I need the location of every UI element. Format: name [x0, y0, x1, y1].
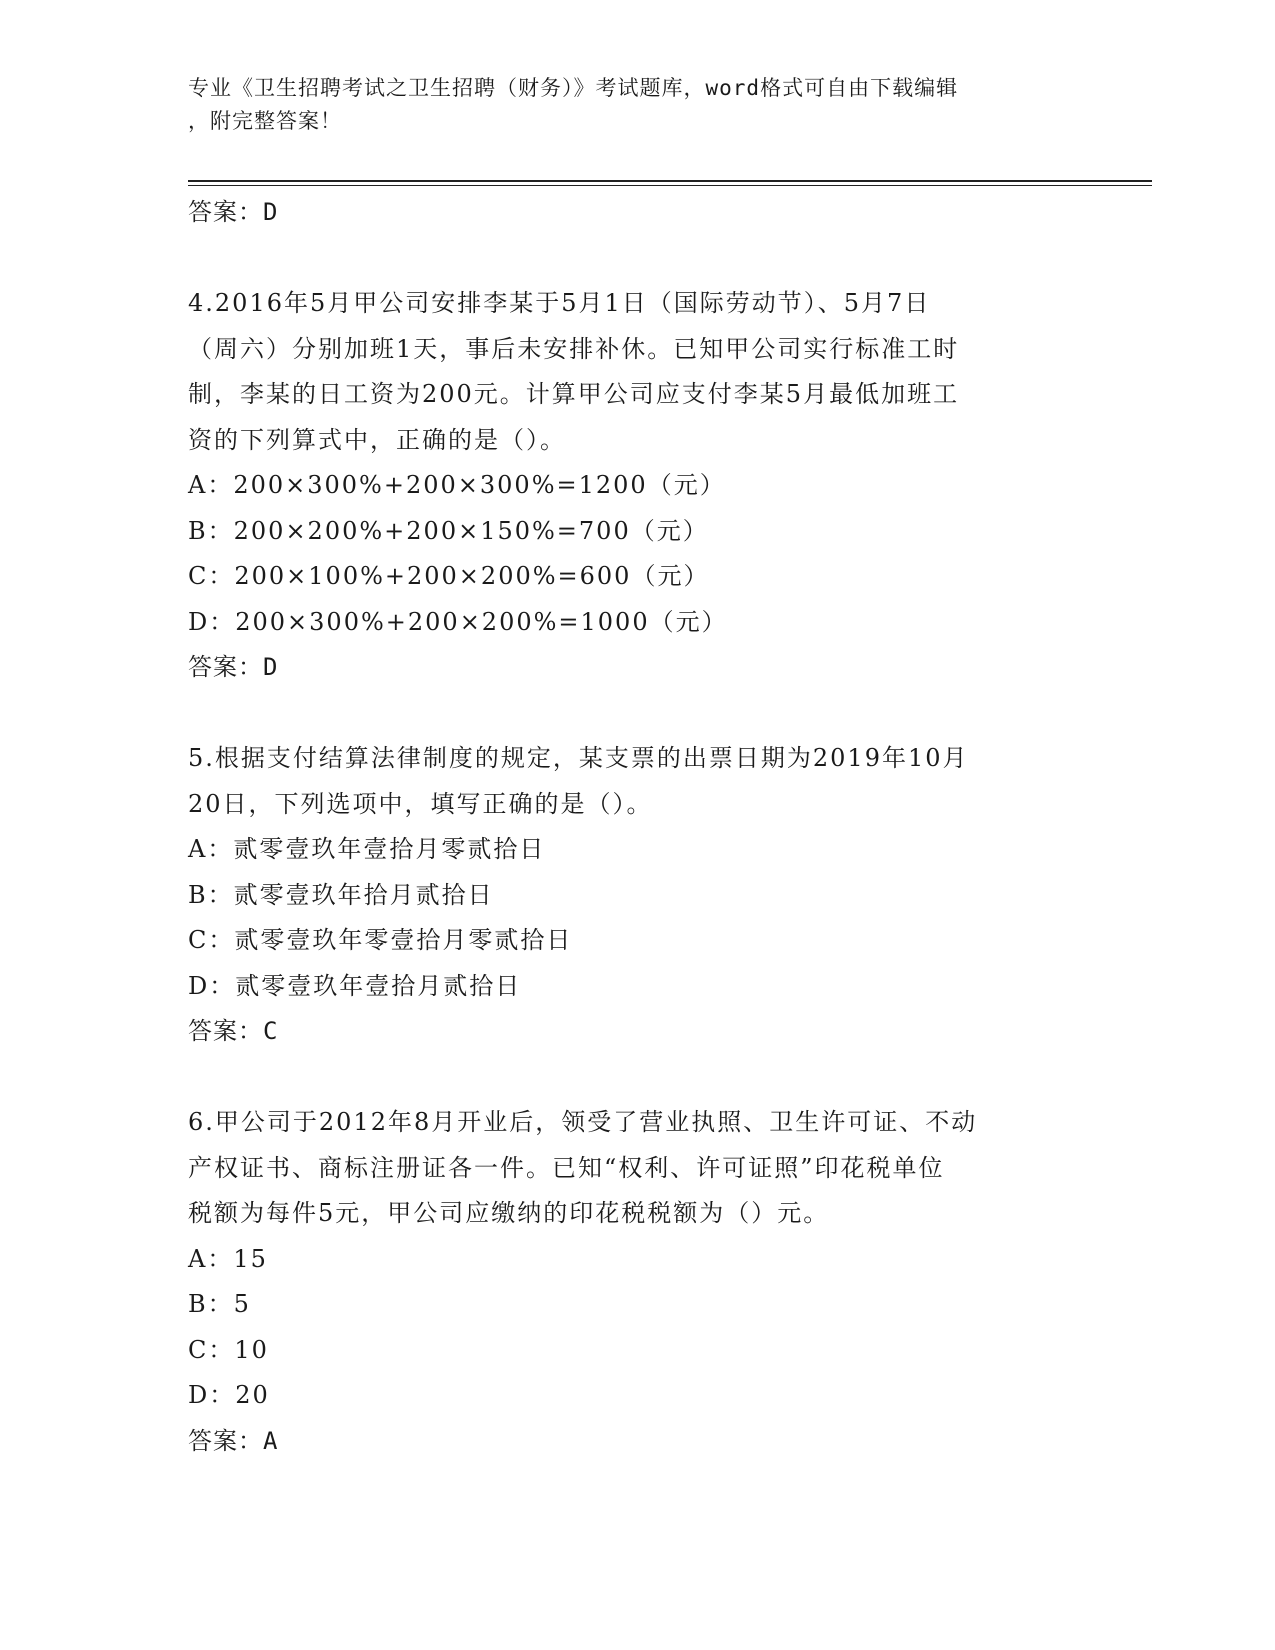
option-c: C：200×100%+200×200%=600（元）	[188, 562, 710, 590]
option-d: D：贰零壹玖年壹拾月贰拾日	[188, 971, 522, 1000]
question-text-line: 5.根据支付结算法律制度的规定，某支票的出票日期为2019年10月	[188, 744, 969, 772]
question-text-line: 制，李某的日工资为200元。计算甲公司应支付李某5月最低加班工	[188, 380, 960, 408]
document-body	[188, 190, 1088, 1464]
previous-answer: 答案：D	[188, 198, 279, 226]
option-d: D：20	[188, 1381, 270, 1409]
question-4	[188, 281, 1088, 691]
document-header	[188, 72, 1068, 138]
option-c: C：10	[188, 1335, 269, 1364]
answer: 答案：C	[188, 1017, 279, 1045]
spacer	[188, 236, 1088, 282]
question-text-line: 4.2016年5月甲公司安排李某于5月1日（国际劳动节）、5月7日	[188, 289, 931, 317]
question-text-line: （周六）分别加班1天，事后未安排补休。已知甲公司实行标准工时	[188, 334, 960, 363]
option-a: A：200×300%+200×300%=1200（元）	[188, 471, 726, 499]
answer: 答案：D	[188, 653, 279, 681]
header-line-1: 专业《卫生招聘考试之卫生招聘（财务）》考试题库，word格式可自由下载编辑	[188, 76, 959, 100]
question-text-line: 税额为每件5元，甲公司应缴纳的印花税税额为（）元。	[188, 1199, 830, 1227]
question-6	[188, 1100, 1088, 1464]
header-divider-thick	[188, 180, 1152, 182]
option-d: D：200×300%+200×200%=1000（元）	[188, 607, 728, 636]
option-a: A：贰零壹玖年壹拾月零贰拾日	[188, 835, 546, 863]
question-5	[188, 736, 1088, 1055]
spacer	[188, 1055, 1088, 1101]
option-c: C：贰零壹玖年零壹拾月零贰拾日	[188, 926, 573, 954]
question-text-line: 6.甲公司于2012年8月开业后，领受了营业执照、卫生许可证、不动	[188, 1108, 978, 1136]
option-a: A：15	[188, 1244, 268, 1273]
question-text-line: 20日，下列选项中，填写正确的是（）。	[188, 789, 653, 818]
answer: 答案：A	[188, 1426, 279, 1455]
spacer	[188, 691, 1088, 737]
question-text-line: 产权证书、商标注册证各一件。已知“权利、许可证照”印花税单位	[188, 1153, 945, 1182]
question-text-line: 资的下列算式中，正确的是（）。	[188, 425, 566, 454]
option-b: B：200×200%+200×150%=700（元）	[188, 516, 709, 545]
header-divider-thin	[188, 185, 1152, 186]
header-line-2: ，附完整答案！	[188, 109, 342, 133]
option-b: B：贰零壹玖年拾月贰拾日	[188, 880, 494, 909]
option-b: B：5	[188, 1290, 251, 1318]
